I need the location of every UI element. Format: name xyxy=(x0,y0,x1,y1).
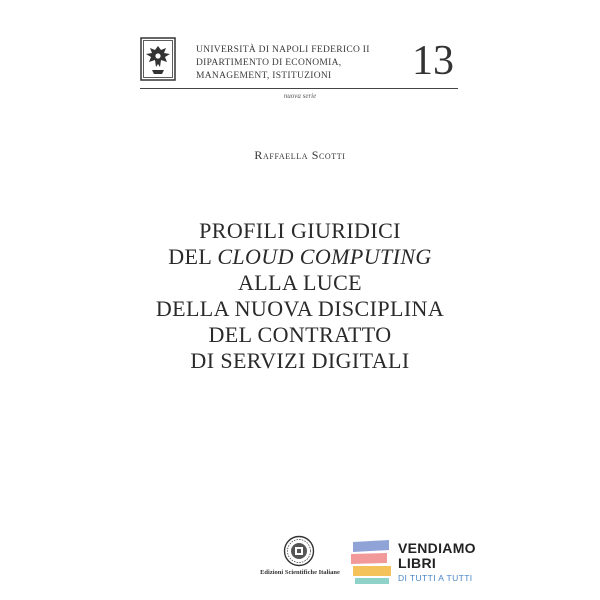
publisher-logo-icon xyxy=(283,535,315,567)
watermark-line-2: LIBRI xyxy=(398,555,437,571)
watermark-tagline: DI TUTTI A TUTTI xyxy=(398,573,473,583)
watermark-line-1: VENDIAMO xyxy=(398,540,476,556)
watermark-text xyxy=(398,541,476,585)
series-number: 13 xyxy=(412,38,454,84)
series-info xyxy=(196,44,406,83)
book-title xyxy=(0,218,600,374)
title-line-2 xyxy=(0,244,600,270)
title-line-6: DI SERVIZI DIGITALI xyxy=(190,348,410,373)
title-line-5: DEL CONTRATTO xyxy=(208,322,392,347)
university-crest-icon xyxy=(140,37,176,81)
series-department-cont: MANAGEMENT, ISTITUZIONI xyxy=(196,71,332,81)
books-stack-icon xyxy=(349,538,393,586)
series-university: UNIVERSITÀ DI NAPOLI FEDERICO II xyxy=(196,45,370,55)
author-name: Raffaella Scotti xyxy=(254,148,346,162)
title-line-4: DELLA NUOVA DISCIPLINA xyxy=(155,296,445,321)
title-line-3: ALLA LUCE xyxy=(238,270,362,295)
title-line-2-italic: CLOUD COMPUTING xyxy=(217,244,432,269)
publisher-name: Edizioni Scientifiche Italiane xyxy=(260,569,340,576)
title-line-2-prefix: DEL xyxy=(168,244,218,269)
series-department: DIPARTIMENTO DI ECONOMIA, xyxy=(196,58,342,68)
header-divider xyxy=(140,88,458,89)
title-line-1: PROFILI GIURIDICI xyxy=(199,218,401,243)
new-series-label: nuova serie xyxy=(283,92,317,100)
